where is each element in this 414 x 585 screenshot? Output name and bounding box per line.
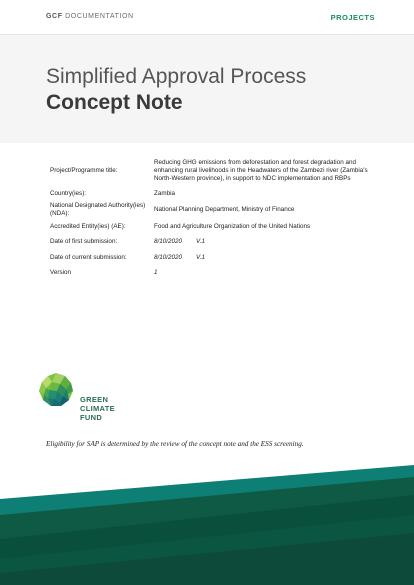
- logo-wordmark: [80, 396, 115, 423]
- brand-suffix: DOCUMENTATION: [65, 13, 134, 20]
- gcf-logo: [38, 372, 158, 432]
- project-info-table: [50, 154, 370, 280]
- info-label: Version: [50, 268, 72, 276]
- info-label: National Designated Authority(ies) (NDA):: [50, 201, 146, 217]
- document-title: Simplified Approval Process: [46, 65, 307, 88]
- logo-word-fund: FUND: [80, 412, 103, 422]
- info-value: Food and Agriculture Organization of the United Nations: [154, 222, 311, 230]
- info-value: [154, 254, 370, 262]
- brand-prefix: GCF: [46, 13, 63, 20]
- info-label: Accredited Entity(ies) (AE):: [50, 222, 126, 230]
- info-value: Reducing GHG emissions from deforestation and forest degradation and enhancing rural livelihoods in the Headwaters of the Zambezi river (Zambia's North-Western province), in support to NDC implementation and RBPs: [154, 158, 368, 183]
- info-label: Country(ies):: [50, 189, 87, 197]
- info-row-nda: [50, 200, 370, 220]
- info-row-first-submission: [50, 234, 370, 250]
- info-label: Date of current submission:: [50, 253, 127, 261]
- section-link-projects[interactable]: PROJECTS: [330, 13, 375, 22]
- logo-word-climate: CLIMATE: [80, 403, 115, 413]
- info-row-title: [50, 154, 370, 188]
- document-subtitle: Concept Note: [46, 91, 183, 114]
- logo-word-green: GREEN: [80, 395, 109, 404]
- top-bar: [0, 0, 414, 35]
- info-label: Project/Programme title:: [50, 166, 118, 174]
- footer-decoration: [0, 455, 414, 585]
- submission-date: 8/10/2020: [154, 253, 183, 261]
- info-row-version: [50, 266, 370, 280]
- info-row-country: [50, 188, 370, 200]
- submission-version: V.1: [196, 237, 205, 245]
- submission-version: V.1: [196, 253, 205, 261]
- info-row-ae: [50, 220, 370, 234]
- info-value: Zambia: [154, 189, 175, 197]
- submission-date: 8/10/2020: [154, 237, 183, 245]
- info-value: 1: [154, 268, 158, 276]
- info-value: National Planning Department, Ministry of Finance: [154, 205, 295, 213]
- brand-label: [46, 13, 134, 20]
- info-row-current-submission: [50, 250, 370, 266]
- eligibility-note: Eligibility for SAP is determined by the review of the concept note and the ESS screening.: [46, 440, 304, 448]
- info-value: [154, 238, 370, 246]
- info-label: Date of first submission:: [50, 237, 118, 245]
- title-banner: [0, 35, 414, 143]
- globe-logo-icon: [38, 372, 74, 408]
